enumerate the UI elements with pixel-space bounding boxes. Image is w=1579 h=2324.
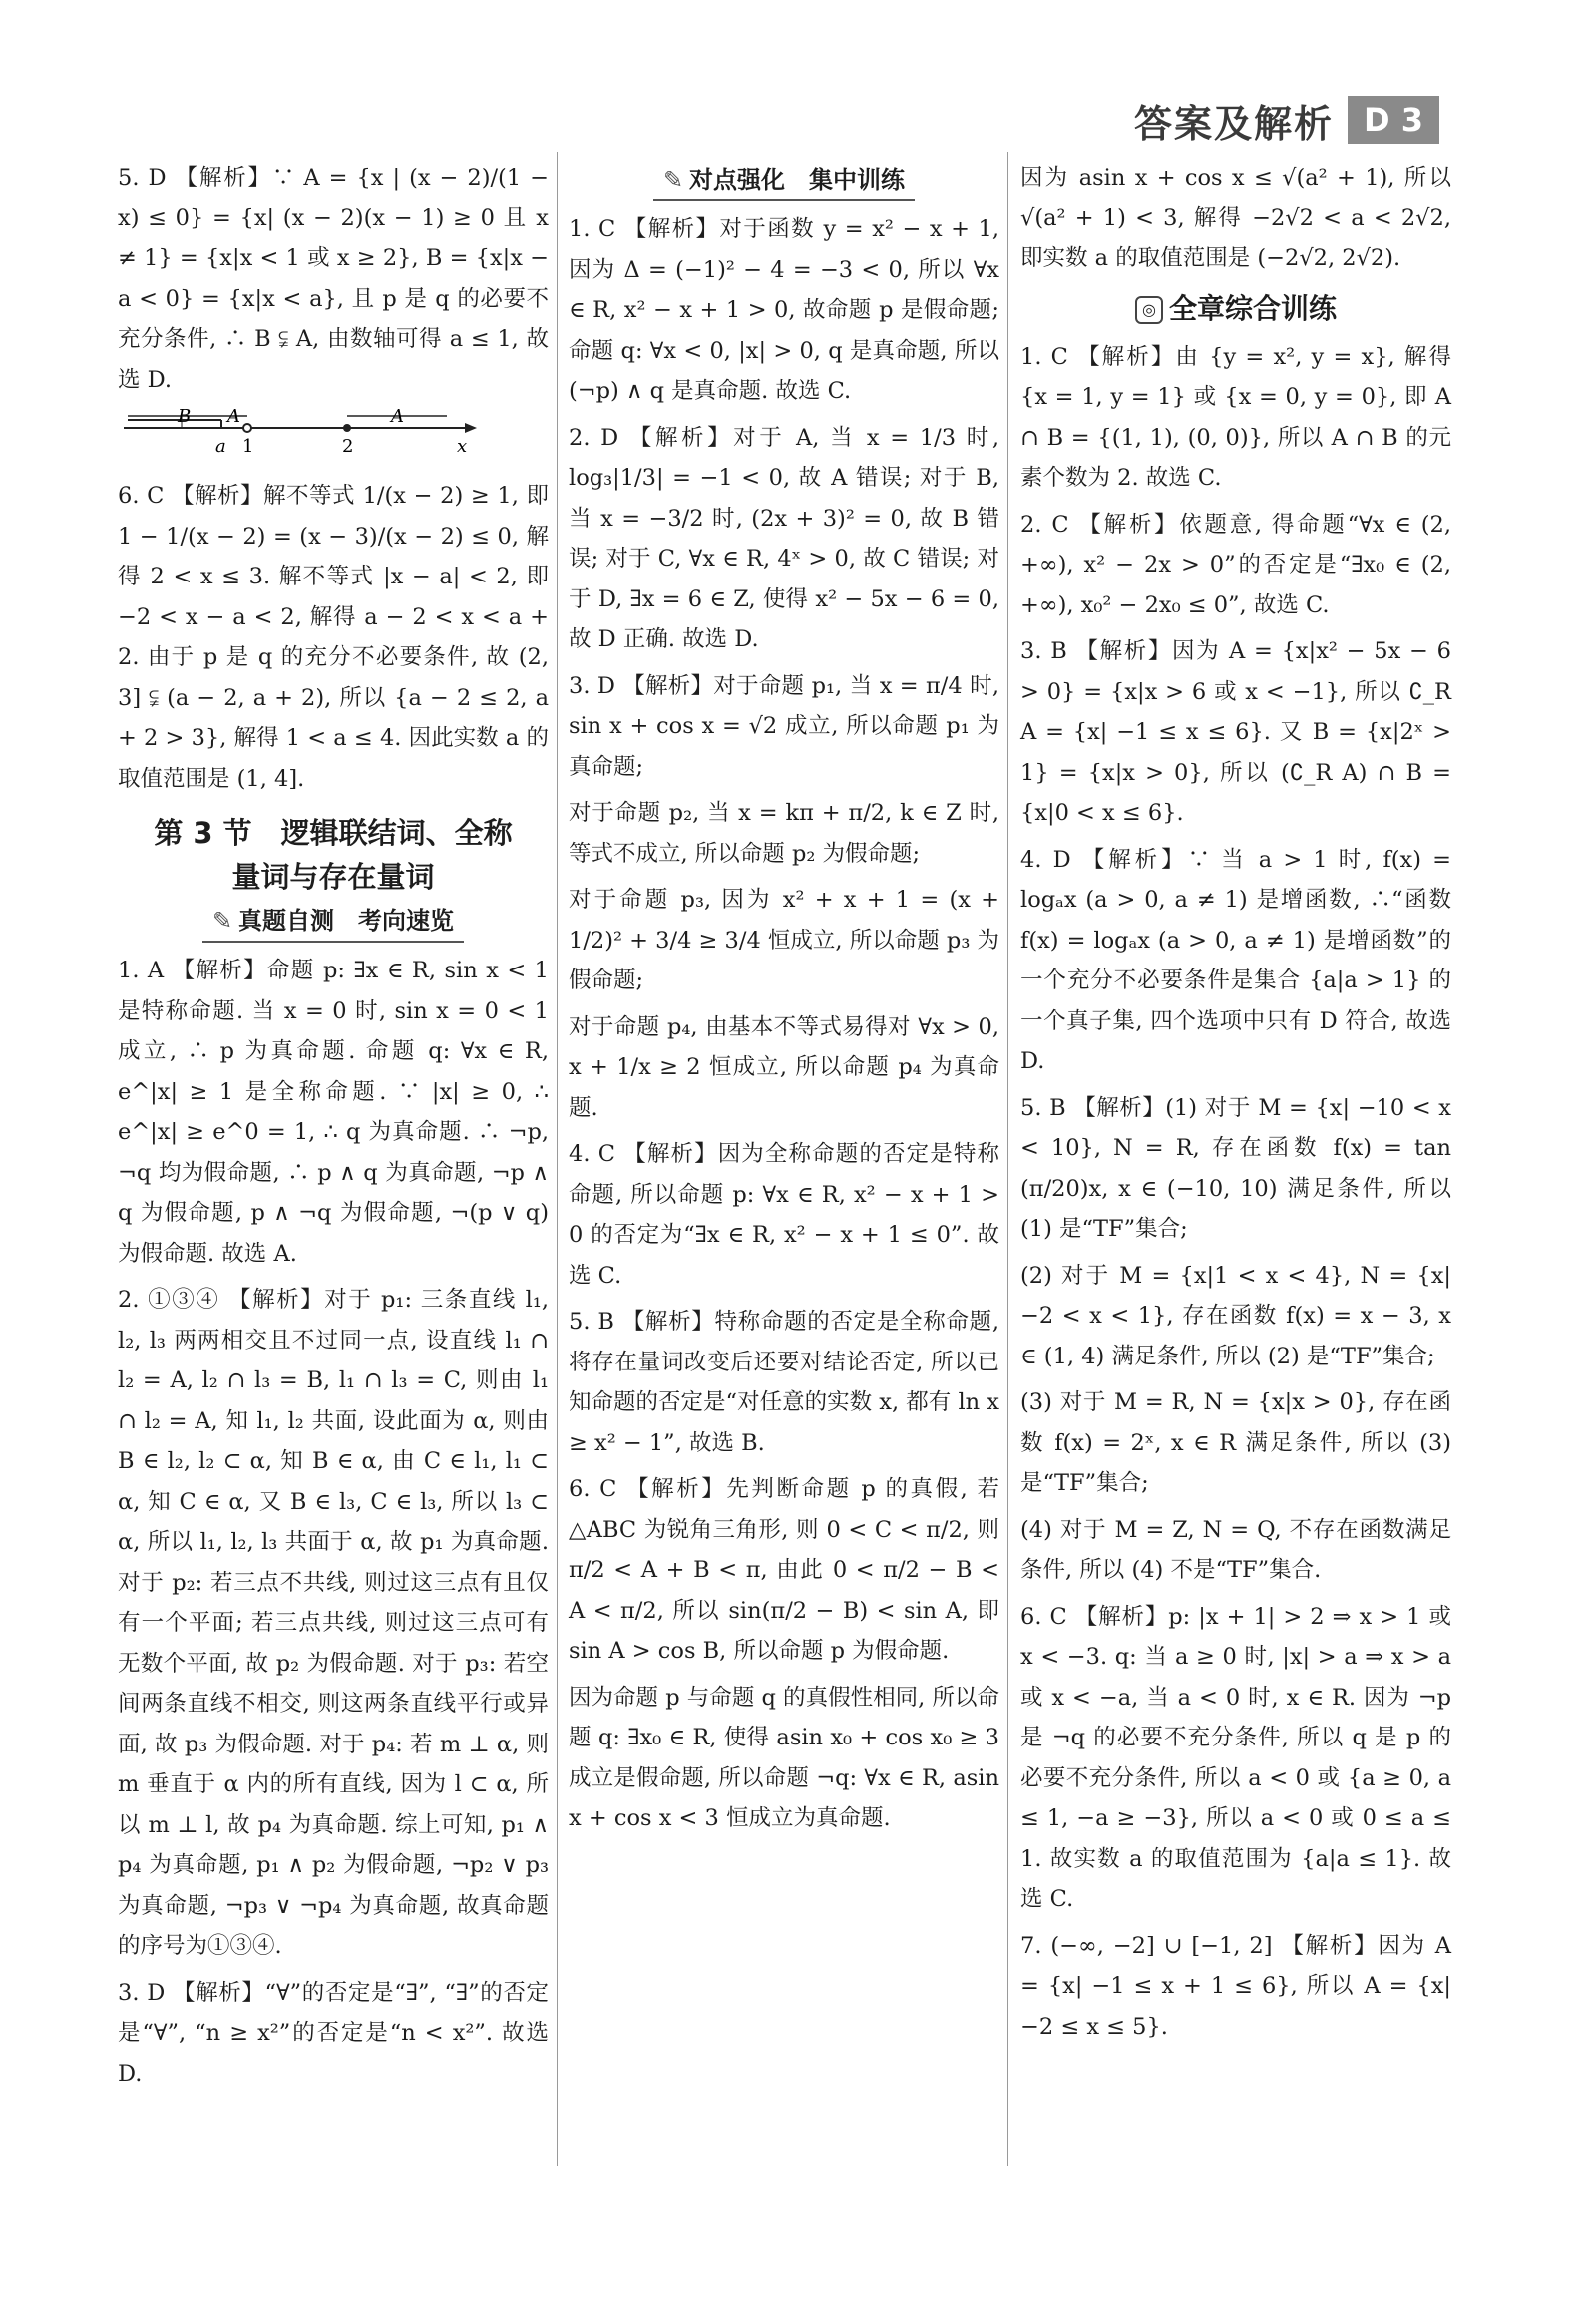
answer-3: 3. D 【解析】“∀”的否定是“∃”, “∃”的否定是“∀”, “n ≥ x²”的否定是“n < x²”. 故选 D. <box>118 1979 549 2087</box>
answer-6: 6. C 【解析】先判断命题 p 的真假, 若 △ABC 为锐角三角形, 则 0 < C < π/2, 则 π/2 < A + B < π, 由此 0 < π/2 − B < A < π/2, 所以 sin(π/2 − B) < sin A, 即 sin A > cos B, 所以命题 p 为假命题. <box>569 1476 999 1664</box>
answer-5: 5. D 【解析】∵ A = {x | (x − 2)/(1 − x) ≤ 0} = {x| (x − 2)(x − 1) ≥ 0 且 x ≠ 1} = {x|x < 1 或 x ≥ 2}, B = {x|x − a < 0} = {x|x < a}, 且 p 是 q 的必要不充分条件, ∴ B ⫋ A, 由数轴可得 a ≤ 1, 故选 D. <box>118 165 549 393</box>
label-a: A <box>391 406 404 427</box>
page-header <box>1134 96 1439 144</box>
ribbon-label: 真题自测 考向速览 <box>238 907 455 935</box>
answer-3-part: 对于命题 p₂, 当 x = kπ + π/2, k ∈ Z 时, 等式不成立, 所以命题 p₂ 为假命题; <box>569 800 999 867</box>
answer-6: 6. C 【解析】解不等式 1/(x − 2) ≥ 1, 即 1 − 1/(x − 2) = (x − 3)/(x − 2) ≤ 0, 解得 2 < x ≤ 3. 解不等式 |x − a| < 2, 即 −2 < x − a < 2, 解得 a − 2 < x < a + 2. 由于 p 是 q 的充分不必要条件, 故 (2, 3] ⫋ (a − 2, a + 2), 所以 {a − 2 ≤ 2, a + 2 > 3}, 解得 1 < a ≤ 4. 因此实数 a 的取值范围是 (1, 4]. <box>118 483 549 792</box>
answer-6-part: 因为命题 p 与命题 q 的真假性相同, 所以命题 q: ∃x₀ ∈ R, 使得 asin x₀ + cos x₀ ≥ 3 成立是假命题, 所以命题 ¬q: ∀x ∈ R, asin x + cos x < 3 恒成立为真命题. <box>569 1684 999 1831</box>
answer-3-part: 对于命题 p₄, 由基本不等式易得对 ∀x > 0, x + 1/x ≥ 2 恒成立, 所以命题 p₄ 为真命题. <box>569 1013 999 1121</box>
axis-x-label: x <box>457 436 468 457</box>
answer-5-part: (2) 对于 M = {x|1 < x < 4}, N = {x| −2 < x < 1}, 存在函数 f(x) = x − 3, x ∈ (1, 4) 满足条件, 所以 (2) 是“TF”集合; <box>1020 1262 1451 1369</box>
answer-1: 1. C 【解析】由 {y = x², y = x}, 解得 {x = 1, y = 1} 或 {x = 0, y = 0}, 即 A ∩ B = {(1, 1), (0, 0)}, 所以 A ∩ B 的元素个数为 2. 故选 C. <box>1020 343 1451 491</box>
ribbon-label: 对点强化 集中训练 <box>689 166 906 194</box>
answer-6-continued: 因为 asin x + cos x ≤ √(a² + 1), 所以 √(a² + 1) < 3, 解得 −2√2 < a < 2√2, 即实数 a 的取值范围是 (−2√2, 2√2). <box>1020 165 1451 271</box>
answer-5: 5. B 【解析】特称命题的否定是全称命题, 将存在量词改变后还要对结论否定, 所以已知命题的否定是“对任意的实数 x, 都有 ln x ≥ x² − 1”, 故选 B. <box>569 1309 999 1456</box>
tick-a: a <box>215 436 226 457</box>
pen-icon: ✎ <box>211 907 233 935</box>
column-divider <box>1007 152 1008 2166</box>
answer-7: 7. (−∞, −2] ∪ [−1, 2] 【解析】因为 A = {x| −1 ≤ x + 1 ≤ 6}, 所以 A = {x| −2 ≤ x ≤ 5}. <box>1020 1932 1451 2040</box>
number-line-diagram <box>118 406 477 462</box>
subsection-ribbon <box>118 901 549 943</box>
answer-5: 5. B 【解析】(1) 对于 M = {x| −10 < x < 10}, N = R, 存在函数 f(x) = tan (π/20)x, x ∈ (−10, 10) 满足条件, 所以 (1) 是“TF”集合; <box>1020 1094 1451 1242</box>
answer-5-part: (4) 对于 M = Z, N = Q, 不存在函数满足条件, 所以 (4) 不是“TF”集合. <box>1020 1516 1451 1583</box>
page-number-badge: D 3 <box>1348 96 1439 144</box>
column-middle <box>569 158 999 1845</box>
section-title <box>118 811 549 899</box>
chapter-review-label: 全章综合训练 <box>1168 291 1337 325</box>
answer-3-part: 对于命题 p₃, 因为 x² + x + 1 = (x + 1/2)² + 3/4 ≥ 3/4 恒成立, 所以命题 p₃ 为假命题; <box>569 887 999 993</box>
column-left <box>118 158 549 2100</box>
answer-3: 3. D 【解析】对于命题 p₁, 当 x = π/4 时, sin x + cos x = √2 成立, 所以命题 p₁ 为真命题; <box>569 672 999 780</box>
tick-2: 2 <box>342 436 354 457</box>
answer-5-part: (3) 对于 M = R, N = {x|x > 0}, 存在函数 f(x) = 2ˣ, x ∈ R 满足条件, 所以 (3) 是“TF”集合; <box>1020 1389 1451 1496</box>
answer-1: 1. A 【解析】命题 p: ∃x ∈ R, sin x < 1 是特称命题. 当 x = 0 时, sin x = 0 < 1 成立, ∴ p 为真命题. 命题 q: ∀x ∈ R, e^|x| ≥ 1 是全称命题. ∵ |x| ≥ 0, ∴ e^|x| ≥ e^0 = 1, ∴ q 为真命题. ∴ ¬p, ¬q 均为假命题, ∴ p ∧ q 为真命题, ¬p ∧ q 为假命题, p ∧ ¬q 为假命题, ¬(p ∨ q) 为假命题. 故选 A. <box>118 958 549 1267</box>
tick-1: 1 <box>242 436 254 457</box>
label-b: B <box>178 406 192 427</box>
header-title: 答案及解析 <box>1134 101 1335 146</box>
pen-icon: ✎ <box>662 166 684 194</box>
answer-1: 1. C 【解析】对于函数 y = x² − x + 1, 因为 Δ = (−1)² − 4 = −3 < 0, 所以 ∀x ∈ R, x² − x + 1 > 0, 故命题 p 是假命题; 命题 q: ∀x < 0, |x| > 0, q 是真命题, 所以 (¬p) ∧ q 是真命题. 故选 C. <box>569 216 999 404</box>
answer-2: 2. D 【解析】对于 A, 当 x = 1/3 时, log₃|1/3| = −1 < 0, 故 A 错误; 对于 B, 当 x = −3/2 时, (2x + 3)² = 0, 故 B 错误; 对于 C, ∀x ∈ R, 4ˣ > 0, 故 C 错误; 对于 D, ∃x = 6 ∈ Z, 使得 x² − 5x − 6 = 0, 故 D 正确. 故选 D. <box>569 424 999 652</box>
subsection-ribbon <box>569 160 999 201</box>
answer-6: 6. C 【解析】p: |x + 1| > 2 ⇒ x > 1 或 x < −3. q: 当 a ≥ 0 时, |x| > a ⇒ x > a 或 x < −a, 当 a < 0 时, x ∈ R. 因为 ¬p 是 ¬q 的必要不充分条件, 所以 q 是 p 的必要不充分条件, 所以 a < 0 或 {a ≥ 0, a ≤ 1, −a ≥ −3}, 所以 a < 0 或 0 ≤ a ≤ 1. 故实数 a 的取值范围为 {a|a ≤ 1}. 故选 C. <box>1020 1603 1451 1912</box>
answer-4: 4. C 【解析】因为全称命题的否定是特称命题, 所以命题 p: ∀x ∈ R, x² − x + 1 > 0 的否定为“∃x ∈ R, x² − x + 1 ≤ 0”. 故选 C. <box>569 1141 999 1289</box>
column-right <box>1020 158 1451 2053</box>
column-divider <box>557 152 558 2166</box>
answer-2: 2. C 【解析】依题意, 得命题“∀x ∈ (2, +∞), x² − 2x > 0”的否定是“∃x₀ ∈ (2, +∞), x₀² − 2x₀ ≤ 0”, 故选 C. <box>1020 511 1451 618</box>
label-a: A <box>227 406 240 427</box>
answer-4: 4. D 【解析】∵ 当 a > 1 时, f(x) = logₐx (a > 0, a ≠ 1) 是增函数, ∴“函数 f(x) = logₐx (a > 0, a ≠ 1) 是增函数”的一个充分不必要条件是集合 {a|a > 1} 的一个真子集, 四个选项中只有 D 符合, 故选 D. <box>1020 846 1451 1074</box>
section-title-line: 第 3 节 逻辑联结词、全称 <box>154 816 513 850</box>
answer-3: 3. B 【解析】因为 A = {x|x² − 5x − 6 > 0} = {x|x > 6 或 x < −1}, 所以 ∁_R A = {x| −1 ≤ x ≤ 6}. 又 B = {x|2ˣ > 1} = {x|x > 0}, 所以 (∁_R A) ∩ B = {x|0 < x ≤ 6}. <box>1020 638 1451 826</box>
review-icon: ◎ <box>1135 296 1163 324</box>
answer-2: 2. ①③④ 【解析】对于 p₁: 三条直线 l₁, l₂, l₃ 两两相交且不过同一点, 设直线 l₁ ∩ l₂ = A, l₂ ∩ l₃ = B, l₁ ∩ l₃ = C, 则由 l₁ ∩ l₂ = A, 知 l₁, l₂ 共面, 设此面为 α, 则由 B ∈ l₂, l₂ ⊂ α, 知 B ∈ α, 由 C ∈ l₁, l₁ ⊂ α, 知 C ∈ α, 又 B ∈ l₃, C ∈ l₃, 所以 l₃ ⊂ α, 所以 l₁, l₂, l₃ 共面于 α, 故 p₁ 为真命题. 对于 p₂: 若三点不共线, 则过这三点有且仅有一个平面; 若三点共线, 则过这三点可有无数个平面, 故 p₂ 为假命题. 对于 p₃: 若空间两条直线不相交, 则这两条直线平行或异面, 故 p₃ 为假命题. 对于 p₄: 若 m ⊥ α, 则 m 垂直于 α 内的所有直线, 因为 l ⊂ α, 所以 m ⊥ l, 故 p₄ 为真命题. 综上可知, p₁ ∧ p₄ 为真命题, p₁ ∧ p₂ 为假命题, ¬p₂ ∨ p₃ 为真命题, ¬p₃ ∨ ¬p₄ 为真命题, 故真命题的序号为①③④. <box>118 1287 549 1959</box>
chapter-review-title <box>1020 285 1451 333</box>
section-title-line: 量词与存在量词 <box>231 860 435 894</box>
